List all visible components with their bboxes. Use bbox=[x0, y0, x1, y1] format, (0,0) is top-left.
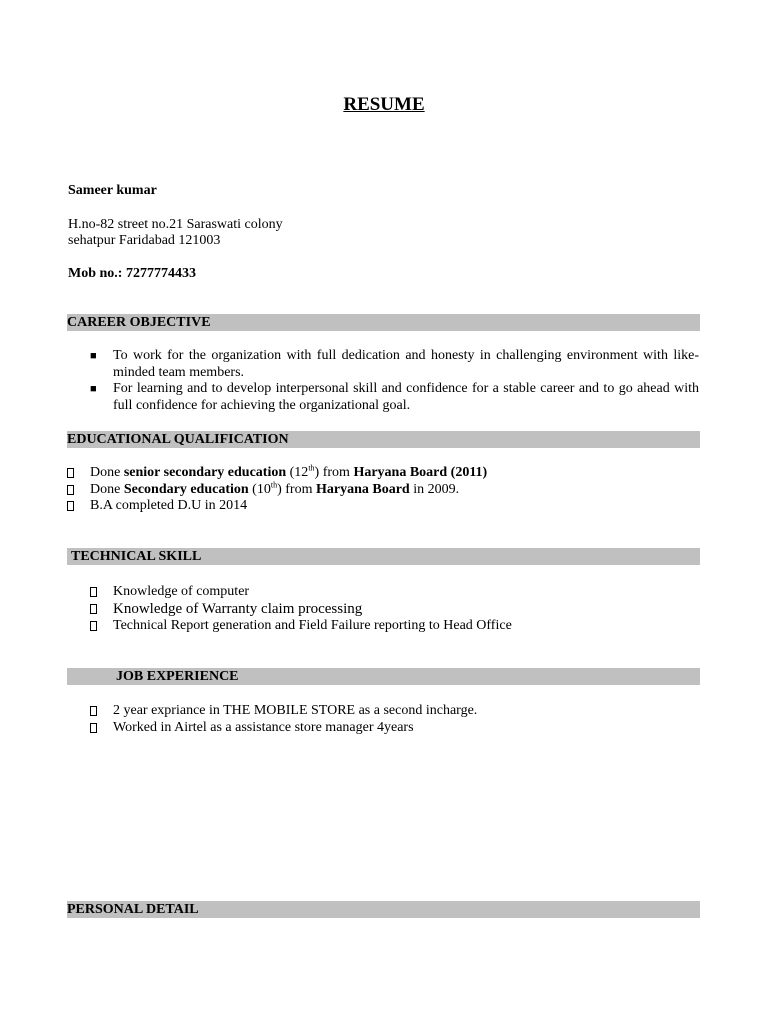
technical-skill-item: Knowledge of Warranty claim processing bbox=[113, 601, 363, 617]
box-bullet-icon bbox=[67, 485, 74, 495]
career-objective-heading: CAREER OBJECTIVE bbox=[67, 314, 700, 331]
job-experience-item: 2 year expriance in THE MOBILE STORE as a second incharge. bbox=[113, 703, 478, 718]
education-item-course: senior secondary education bbox=[123, 465, 287, 480]
box-bullet-icon bbox=[67, 501, 74, 511]
square-bullet-icon: ■ bbox=[90, 350, 97, 362]
candidate-name: Sameer kumar bbox=[68, 183, 157, 198]
job-experience-item: Worked in Airtel as a assistance store manager 4years bbox=[113, 720, 414, 735]
box-bullet-icon bbox=[67, 468, 74, 478]
education-item-board: Haryana Board (2011) bbox=[353, 465, 488, 480]
education-item-year: in 2009. bbox=[413, 482, 460, 497]
education-item-course: Secondary education bbox=[123, 482, 249, 497]
box-bullet-icon bbox=[90, 604, 97, 614]
box-bullet-icon bbox=[90, 587, 97, 597]
page-title: RESUME bbox=[343, 94, 425, 115]
technical-skill-item: Knowledge of computer bbox=[113, 584, 250, 599]
education-item bbox=[90, 482, 459, 498]
education-item-sup: th bbox=[308, 463, 315, 473]
personal-detail-heading: PERSONAL DETAIL bbox=[67, 901, 700, 918]
job-experience-heading: JOB EXPERIENCE bbox=[67, 668, 700, 685]
box-bullet-icon bbox=[90, 621, 97, 631]
education-item-class: (12 bbox=[289, 465, 309, 480]
mobile-label: Mob no.: bbox=[68, 266, 123, 281]
square-bullet-icon: ■ bbox=[90, 383, 97, 395]
mobile-number: 7277774433 bbox=[125, 266, 196, 281]
education-item bbox=[90, 465, 487, 481]
education-item-done: Done bbox=[90, 465, 121, 480]
education-item-class: (10 bbox=[252, 482, 271, 497]
education-item-done: Done bbox=[90, 482, 121, 497]
box-bullet-icon bbox=[90, 723, 97, 733]
address-line-1: H.no-82 street no.21 Saraswati colony bbox=[68, 217, 283, 232]
technical-skill-item: Technical Report generation and Field Failure reporting to Head Office bbox=[113, 618, 512, 633]
education-heading: EDUCATIONAL QUALIFICATION bbox=[67, 431, 700, 448]
address-line-2: sehatpur Faridabad 121003 bbox=[68, 233, 221, 248]
education-item-from: ) from bbox=[314, 465, 350, 480]
education-item-sup: th bbox=[270, 480, 278, 490]
box-bullet-icon bbox=[90, 706, 97, 716]
education-item-board: Haryana Board bbox=[315, 482, 410, 497]
technical-skill-heading: TECHNICAL SKILL bbox=[67, 548, 700, 565]
career-objective-item: To work for the organization with full dedication and honesty in challenging environment with like-minded team members. bbox=[113, 348, 699, 380]
education-item: B.A completed D.U in 2014 bbox=[90, 498, 248, 513]
career-objective-item: For learning and to develop interpersonal skill and confidence for a stable career and to go ahead with full confidence for achieving the organizational goal. bbox=[113, 381, 699, 413]
education-item-from: ) from bbox=[277, 482, 313, 497]
mobile-line bbox=[68, 266, 196, 282]
